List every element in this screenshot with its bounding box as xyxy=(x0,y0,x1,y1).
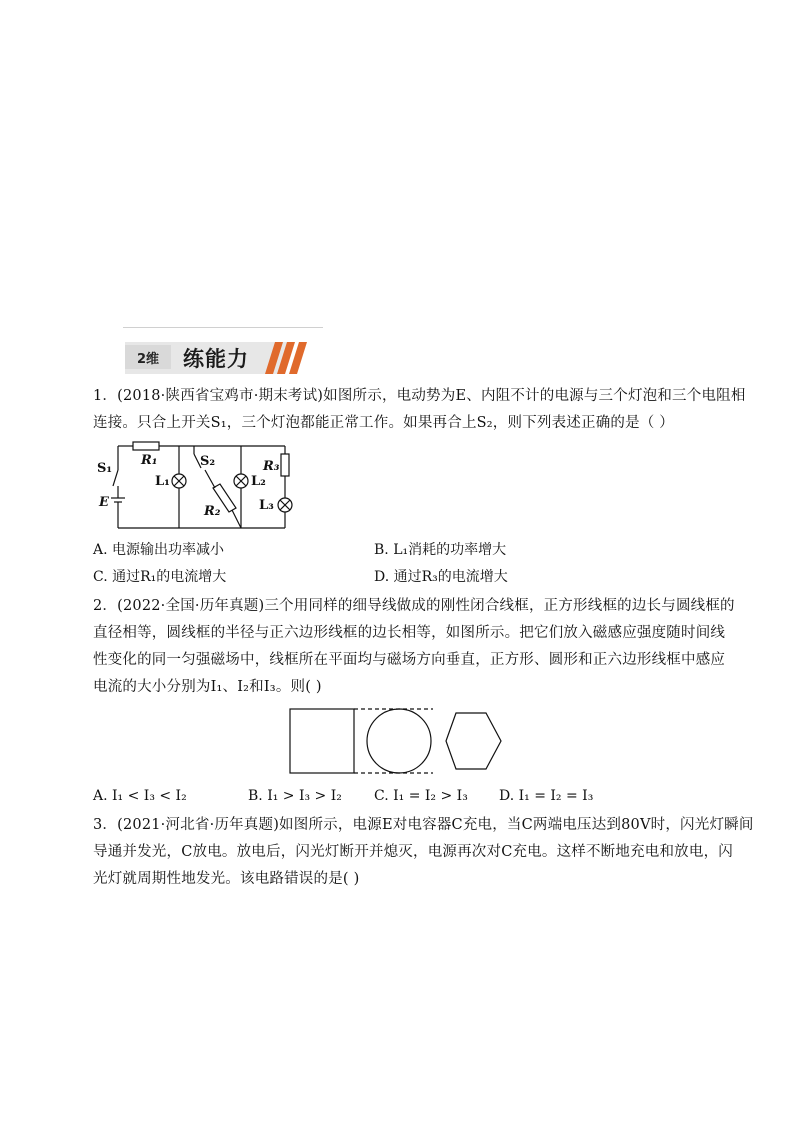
label-r2: R₂ xyxy=(204,504,221,519)
q3-text-line-3: 光灯就周期性地发光。该电路错误的是( ) xyxy=(93,871,360,887)
label-l2: L₂ xyxy=(251,474,266,489)
q1-circuit-diagram xyxy=(93,440,303,532)
label-e: E xyxy=(99,495,109,510)
square-frame xyxy=(290,709,354,773)
q2-text-line-3: 性变化的同一匀强磁场中，线框所在平面均与磁场方向垂直，正方形、圆形和正六边形线框中感应 xyxy=(93,652,726,668)
q2-text-line-2: 直径相等，圆线框的半径与正六边形线框的边长相等，如图所示。把它们放入磁感应强度随时间线 xyxy=(93,625,726,641)
q3-text-line-1: 3．(2021·河北省·历年真题)如图所示，电源E对电容器C充电，当C两端电压达到80V时，闪光灯瞬间 xyxy=(93,817,754,833)
label-s2: S₂ xyxy=(200,454,216,469)
q2-option-a[interactable]: A. I₁ < I₃ < I₂ xyxy=(93,788,187,804)
q1-option-d[interactable]: D. 通过R₃的电流增大 xyxy=(374,569,508,585)
q2-option-d[interactable]: D. I₁ = I₂ = I₃ xyxy=(499,788,594,804)
label-r1: R₁ xyxy=(141,453,158,468)
section-divider xyxy=(123,327,323,328)
hexagon-frame xyxy=(446,713,501,769)
label-r3: R₃ xyxy=(263,459,280,474)
q2-option-c[interactable]: C. I₁ = I₂ > I₃ xyxy=(374,788,468,804)
label-s1: S₁ xyxy=(97,461,113,476)
q1-option-b[interactable]: B. L₁消耗的功率增大 xyxy=(374,542,507,558)
label-l3: L₃ xyxy=(259,498,274,513)
q2-shapes-figure xyxy=(285,704,510,778)
circle-frame xyxy=(367,709,431,773)
q2-option-b[interactable]: B. I₁ > I₃ > I₂ xyxy=(248,788,342,804)
q2-text-line-4: 电流的大小分别为I₁、I₂和I₃。则( ) xyxy=(93,679,322,695)
q1-option-a[interactable]: A. 电源输出功率减小 xyxy=(93,542,225,558)
q2-text-line-1: 2．(2022·全国·历年真题)三个用同样的细导线做成的刚性闭合线框，正方形线框的边长与圆线框的 xyxy=(93,598,735,614)
section-badge: 2维 xyxy=(125,345,171,369)
section-title: 练能力 xyxy=(183,347,249,371)
r1-resistor xyxy=(133,442,159,450)
q3-text-line-2: 导通并发光，C放电。放电后，闪光灯断开并熄灭，电源再次对C充电。这样不断地充电和放电，闪 xyxy=(93,844,733,860)
q1-text-line-2: 连接。只合上开关S₁，三个灯泡都能正常工作。如果再合上S₂，则下列表述正确的是（ ） xyxy=(93,415,674,431)
label-l1: L₁ xyxy=(155,474,170,489)
q1-option-c[interactable]: C. 通过R₁的电流增大 xyxy=(93,569,227,585)
q1-text-line-1: 1．(2018·陕西省宝鸡市·期末考试)如图所示，电动势为E、内阻不计的电源与三个灯泡和三个电阻相 xyxy=(93,388,746,404)
